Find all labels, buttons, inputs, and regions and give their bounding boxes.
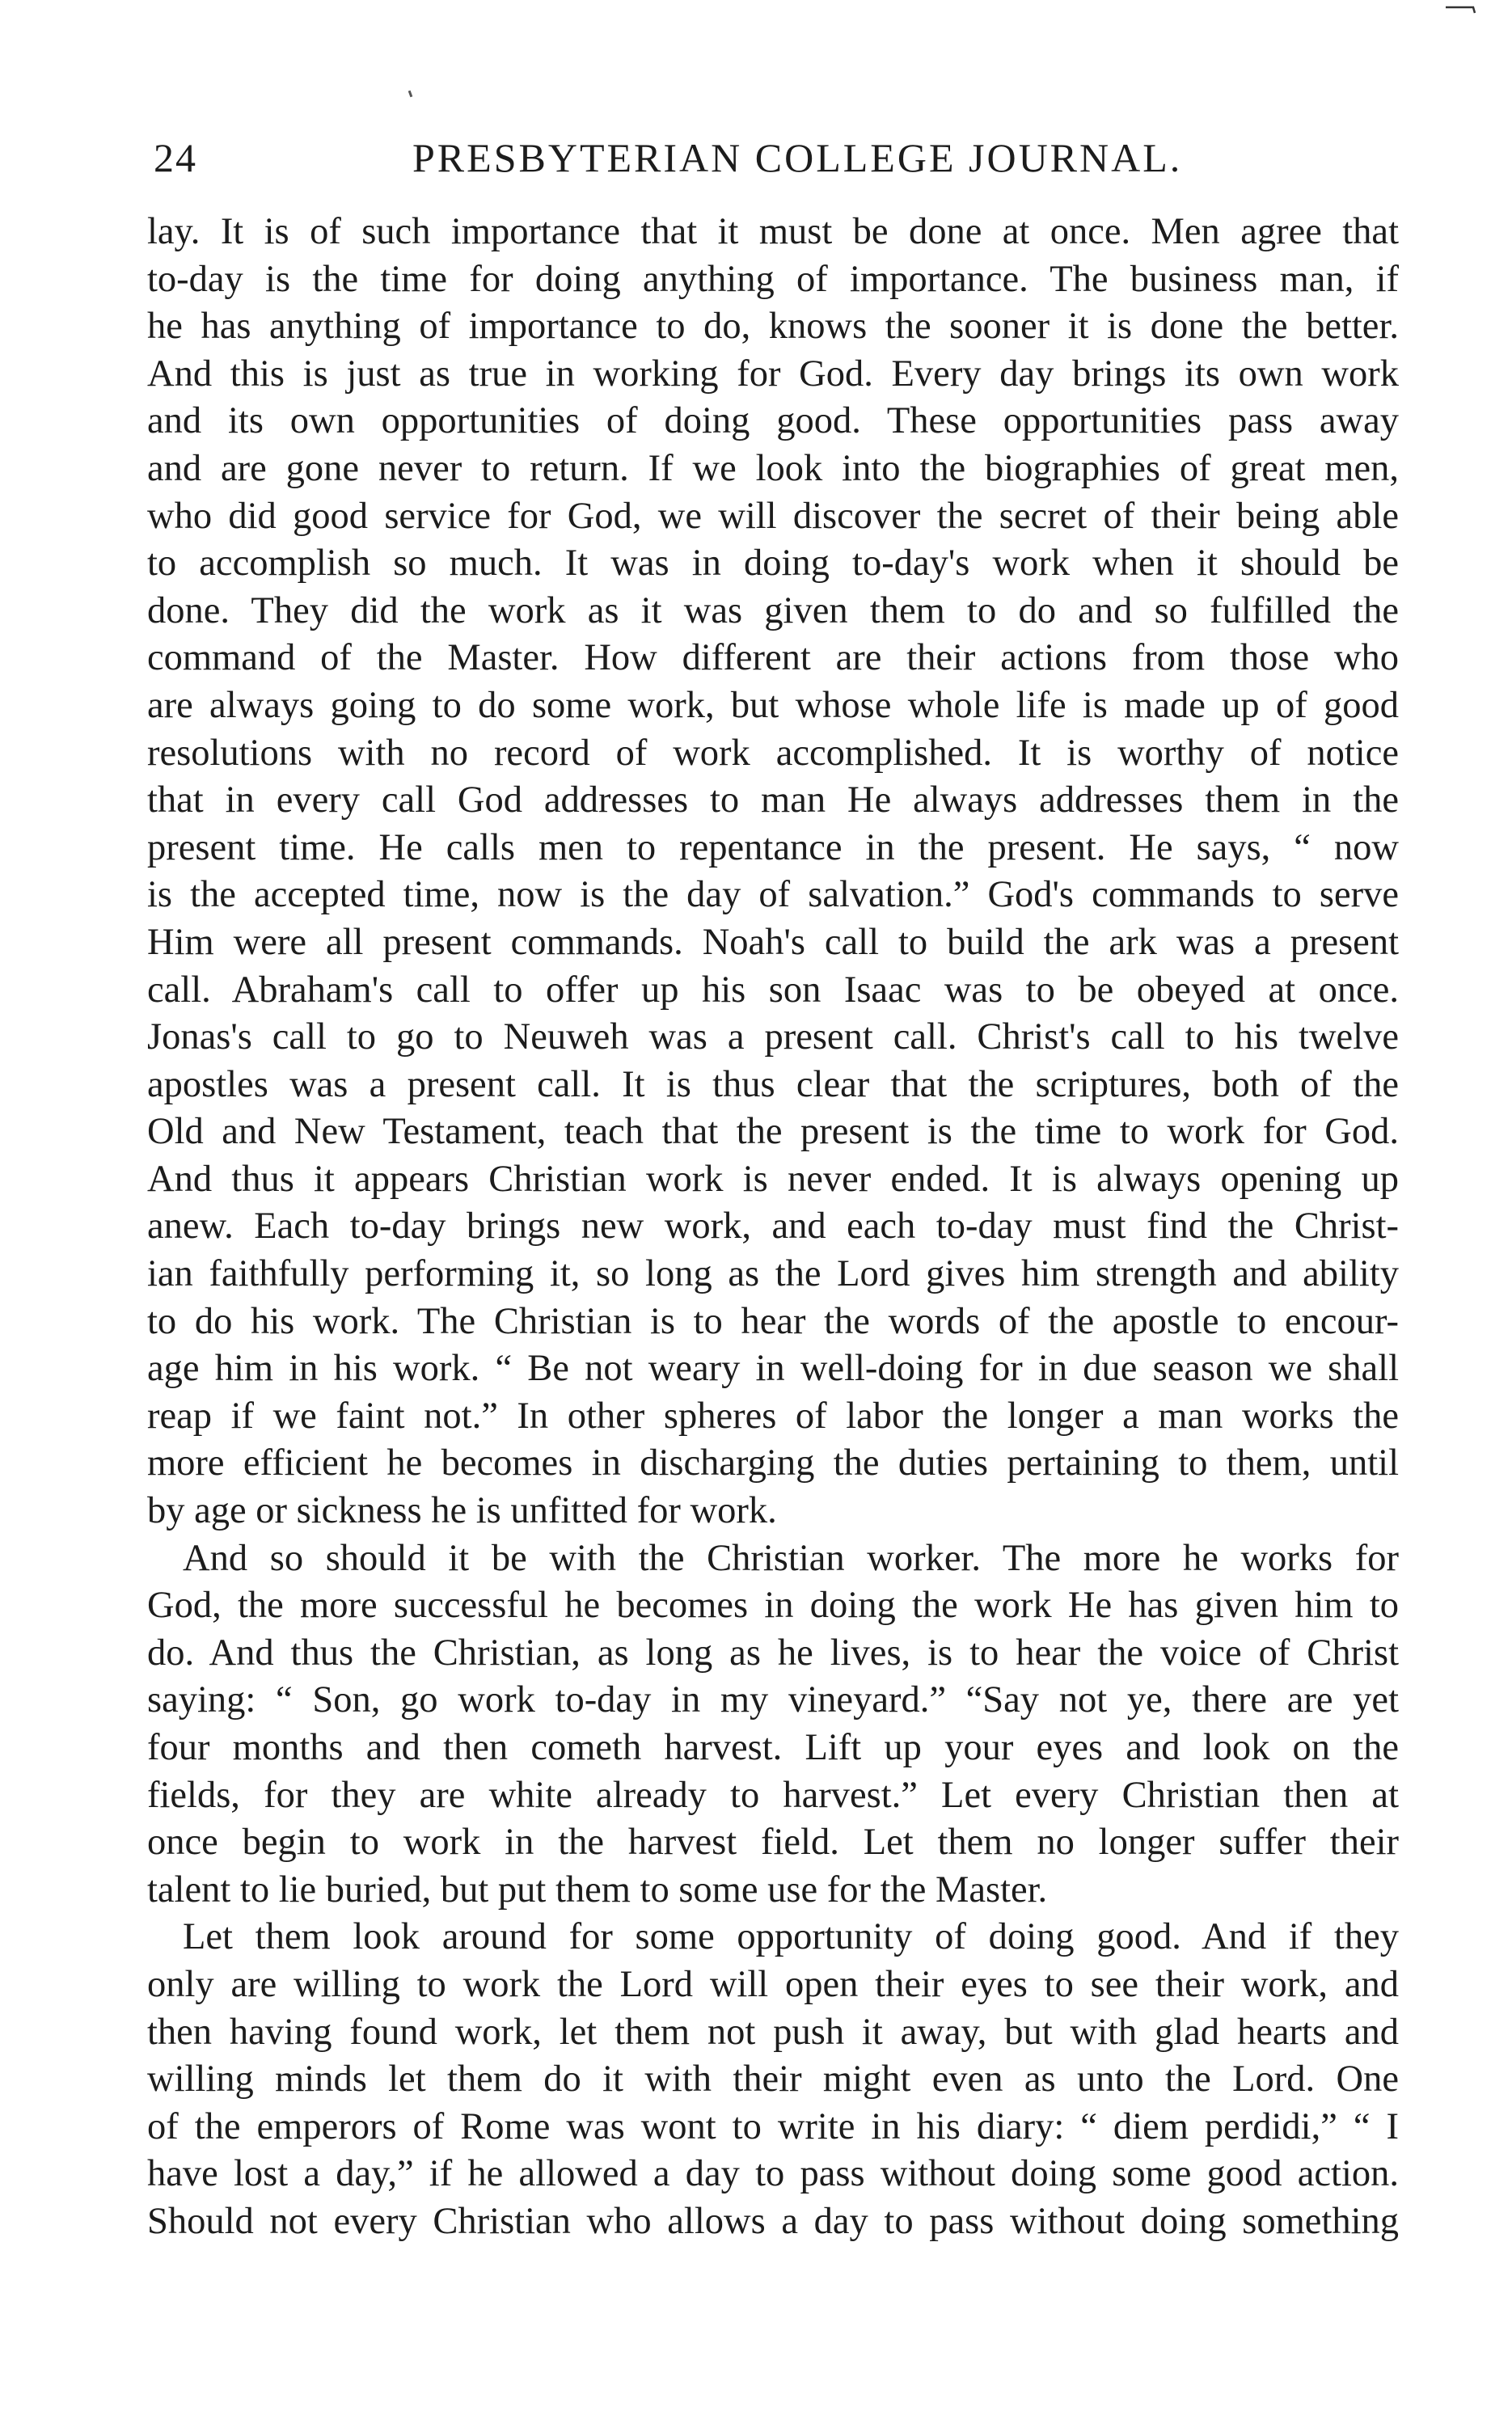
text-line: and its own opportunities of doing good. These opportunities pass away (147, 400, 1399, 442)
text-line: have lost a day,” if he allowed a day to pass without doing some good action. (147, 2153, 1399, 2195)
text-line: present time. He calls men to repentance in the present. He says, “ now (147, 826, 1399, 868)
text-line: to accomplish so much. It was in doing to-day's work when it should be (147, 543, 1399, 585)
text-line: And thus it appears Christian work is never ended. It is always opening up (147, 1158, 1399, 1200)
text-line: age him in his work. “ Be not weary in well-doing for in due season we shall (147, 1348, 1399, 1390)
text-line: and are gone never to return. If we look into the biographies of great men, (147, 447, 1399, 489)
text-line: once begin to work in the harvest field. Let them no longer suffer their (147, 1822, 1399, 1864)
text-line: willing minds let them do it with their might even as unto the Lord. One (147, 2058, 1399, 2101)
text-line: are always going to do some work, but whose whole life is made up of good (147, 684, 1399, 726)
body-text (147, 209, 1399, 2246)
text-line: Him were all present commands. Noah's call to build the ark was a present (147, 921, 1399, 963)
page-header (154, 134, 1383, 191)
text-line: lay. It is of such importance that it must be done at once. Men agree that (147, 211, 1399, 252)
text-line: apostles was a present call. It is thus clear that the scriptures, both of the (147, 1063, 1399, 1105)
text-line: is the accepted time, now is the day of salvation.” God's commands to serve (147, 874, 1399, 916)
text-line: do. And thus the Christian, as long as he lives, is to hear the voice of Christ (147, 1632, 1399, 1674)
text-line: anew. Each to-day brings new work, and each to-day must find the Christ- (147, 1206, 1399, 1248)
text-line: only are willing to work the Lord will open their eyes to see their work, and (147, 1963, 1399, 2005)
paragraph-start-line: Let them look around for some opportunity of doing good. And if they (183, 1916, 1399, 1958)
text-line: ian faithfully performing it, so long as the Lord gives him strength and ability (147, 1253, 1399, 1295)
text-line: resolutions with no record of work accomplished. It is worthy of notice (147, 732, 1399, 774)
text-line: that in every call God addresses to man He always addresses them in the (147, 779, 1399, 821)
text-line: four months and then cometh harvest. Lift up your eyes and look on the (147, 1727, 1399, 1768)
text-line: who did good service for God, we will discover the secret of their being able (147, 495, 1399, 537)
text-line: saying: “ Son, go work to-day in my vineyard.” “Say not ye, there are yet (147, 1679, 1399, 1721)
text-line: to-day is the time for doing anything of importance. The business man, if (147, 258, 1399, 300)
text-line: reap if we faint not.” In other spheres of labor the longer a man works the (147, 1395, 1399, 1437)
text-line: more efficient he becomes in discharging the duties pertaining to them, until (147, 1442, 1399, 1484)
text-line: by age or sickness he is unfitted for work. (147, 1490, 777, 1532)
text-line: of the emperors of Rome was wont to write in his diary: “ diem perdidi,” “ I (147, 2105, 1399, 2147)
text-line: Old and New Testament, teach that the present is the time to work for God. (147, 1111, 1399, 1153)
text-line: talent to lie buried, but put them to some use for the Master. (147, 1868, 1048, 1911)
ink-speck (408, 91, 413, 98)
text-line: command of the Master. How different are their actions from those who (147, 637, 1399, 679)
paragraph-start-line: And so should it be with the Christian worker. The more he works for (183, 1537, 1399, 1579)
text-line: Jonas's call to go to Neuweh was a present call. Christ's call to his twelve (147, 1016, 1399, 1058)
text-line: to do his work. The Christian is to hear the words of the apostle to encour- (147, 1300, 1399, 1342)
text-line: done. They did the work as it was given them to do and so fulfilled the (147, 589, 1399, 631)
text-line: then having found work, let them not push it away, but with glad hearts and (147, 2011, 1399, 2053)
text-line: call. Abraham's call to offer up his son Isaac was to be obeyed at once. (147, 969, 1399, 1011)
text-line: fields, for they are white already to harvest.” Let every Christian then at (147, 1774, 1399, 1816)
text-line: he has anything of importance to do, knows the sooner it is done the better. (147, 306, 1399, 348)
corner-mark-icon (1446, 5, 1476, 15)
page-number: 24 (154, 135, 197, 180)
text-line: Should not every Christian who allows a day to pass without doing something (147, 2200, 1399, 2242)
text-line: God, the more successful he becomes in doing the work He has given him to (147, 1585, 1399, 1627)
running-title: PRESBYTERIAN COLLEGE JOURNAL. (412, 135, 1183, 180)
text-line: And this is just as true in working for God. Every day brings its own work (147, 353, 1399, 395)
